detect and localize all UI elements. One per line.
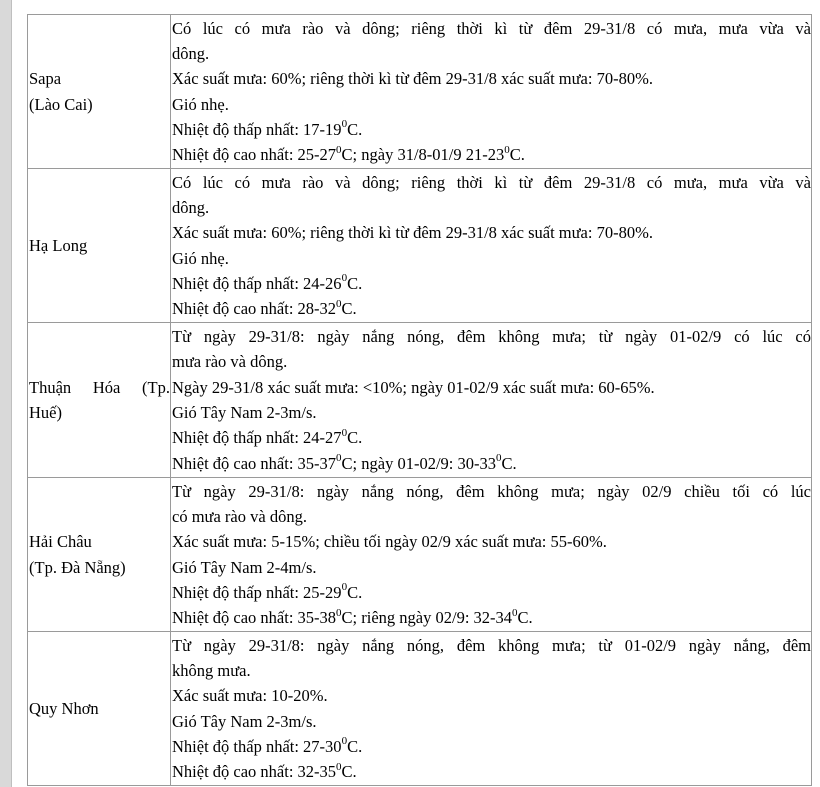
forecast-cell (171, 15, 812, 169)
weather-description: Từ ngày 29-31/8: ngày nắng nóng, đêm không mưa; ngày 02/9 chiều tối có lúc (172, 481, 811, 501)
rain-probability: Xác suất mưa: 5-15%; chiều tối ngày 02/9 xác suất mưa: 55-60%. (172, 532, 607, 552)
wind: Gió nhẹ. (172, 248, 229, 268)
temperature-max: Nhiệt độ cao nhất: $32-35^0C$. (172, 760, 357, 782)
degree-mark: 0 (336, 297, 342, 310)
degree-mark: 0 (336, 606, 342, 619)
temperature-min: Nhiệt độ thấp nhất: $17-19^0C$. (172, 118, 363, 139)
degree-mark: 0 (341, 272, 348, 285)
degree-mark: 0 (341, 426, 348, 439)
weather-description: Từ ngày 29-31/8: ngày nắng nóng, đêm không mưa; từ ngày 01-02/9 có lúc có (172, 327, 811, 347)
temperature-min: Nhiệt độ thấp nhất: $27-30^0C$. (172, 735, 363, 756)
location-cell (28, 15, 171, 169)
rain-probability: Xác suất mưa: 60%; riêng thời kì từ đêm 29-31/8 xác suất mưa: 70-80%. (172, 223, 653, 243)
temperature-min: Nhiệt độ thấp nhất: $24-27^0C$. (172, 426, 363, 448)
location-name: Hạ Long (29, 235, 88, 255)
location-cell (28, 323, 171, 478)
wind: Gió nhẹ. (172, 94, 229, 114)
rain-probability: Xác suất mưa: 10-20%. (172, 686, 328, 706)
weather-description-cont: dông. (172, 197, 210, 217)
location-cell (28, 478, 171, 632)
table-row (28, 323, 812, 478)
weather-forecast-table (27, 14, 812, 786)
table-row (28, 478, 812, 632)
location-name: Hải Châu (29, 532, 92, 552)
location-city: Huế) (29, 403, 62, 422)
degree-mark: 0 (341, 118, 348, 131)
degree-mark: 0 (496, 452, 502, 465)
table-row (28, 632, 812, 786)
wind: Gió Tây Nam 2-4m/s. (172, 557, 317, 577)
degree-mark: 0 (336, 143, 342, 156)
forecast-cell (171, 478, 812, 632)
weather-description: Có lúc có mưa rào và dông; riêng thời kì từ đêm 29-31/8 có mưa, mưa vừa và (172, 18, 811, 38)
forecast-cell (171, 323, 812, 478)
weather-description-cont: dông. (172, 43, 210, 63)
degree-mark: 0 (512, 606, 518, 619)
degree-mark: 0 (336, 452, 342, 465)
forecast-cell (171, 169, 812, 323)
table-row (28, 169, 812, 323)
temperature-max: Nhiệt độ cao nhất: $35-37^0C$; ngày 01-02/9: $30-33^0C$. (172, 452, 517, 473)
location-name: Sapa (29, 69, 62, 89)
weather-description: Từ ngày 29-31/8: ngày nắng nóng, đêm không mưa; từ 01-02/9 ngày nắng, đêm (172, 635, 811, 655)
location-name: Thuận Hóa (Tp. (29, 377, 170, 397)
temperature-max: Nhiệt độ cao nhất: $25-27^0C$; ngày 31/8-01/9 $21-23^0C$. (172, 143, 525, 165)
weather-description-cont: mưa rào và dông. (172, 352, 288, 372)
temperature-max: Nhiệt độ cao nhất: $35-38^0C$; riêng ngày 02/9: $32-34^0C$. (172, 606, 533, 628)
temperature-min: Nhiệt độ thấp nhất: $25-29^0C$. (172, 581, 363, 602)
rain-probability: Xác suất mưa: 60%; riêng thời kì từ đêm 29-31/8 xác suất mưa: 70-80%. (172, 69, 653, 89)
degree-mark: 0 (341, 581, 348, 594)
wind: Gió Tây Nam 2-3m/s. (172, 403, 317, 422)
wind: Gió Tây Nam 2-3m/s. (172, 711, 317, 731)
temperature-max: Nhiệt độ cao nhất: $28-32^0C$. (172, 297, 357, 319)
temperature-min: Nhiệt độ thấp nhất: $24-26^0C$. (172, 272, 363, 293)
location-name: Quy Nhơn (29, 698, 99, 718)
weather-description: Có lúc có mưa rào và dông; riêng thời kì từ đêm 29-31/8 có mưa, mưa vừa và (172, 172, 811, 192)
location-province: (Lào Cai) (29, 94, 93, 114)
rain-probability: Ngày 29-31/8 xác suất mưa: <10%; ngày 01-02/9 xác suất mưa: 60-65%. (172, 377, 655, 397)
table-row (28, 15, 812, 169)
location-cell (28, 632, 171, 786)
location-cell (28, 169, 171, 323)
location-city: (Tp. Đà Nẵng) (29, 557, 126, 577)
degree-mark: 0 (336, 760, 342, 773)
window-left-margin (0, 0, 12, 787)
weather-description-cont: không mưa. (172, 660, 251, 680)
forecast-cell (171, 632, 812, 786)
degree-mark: 0 (504, 143, 510, 156)
document-page (12, 0, 820, 787)
weather-description-cont: có mưa rào và dông. (172, 506, 307, 526)
degree-mark: 0 (341, 735, 348, 748)
